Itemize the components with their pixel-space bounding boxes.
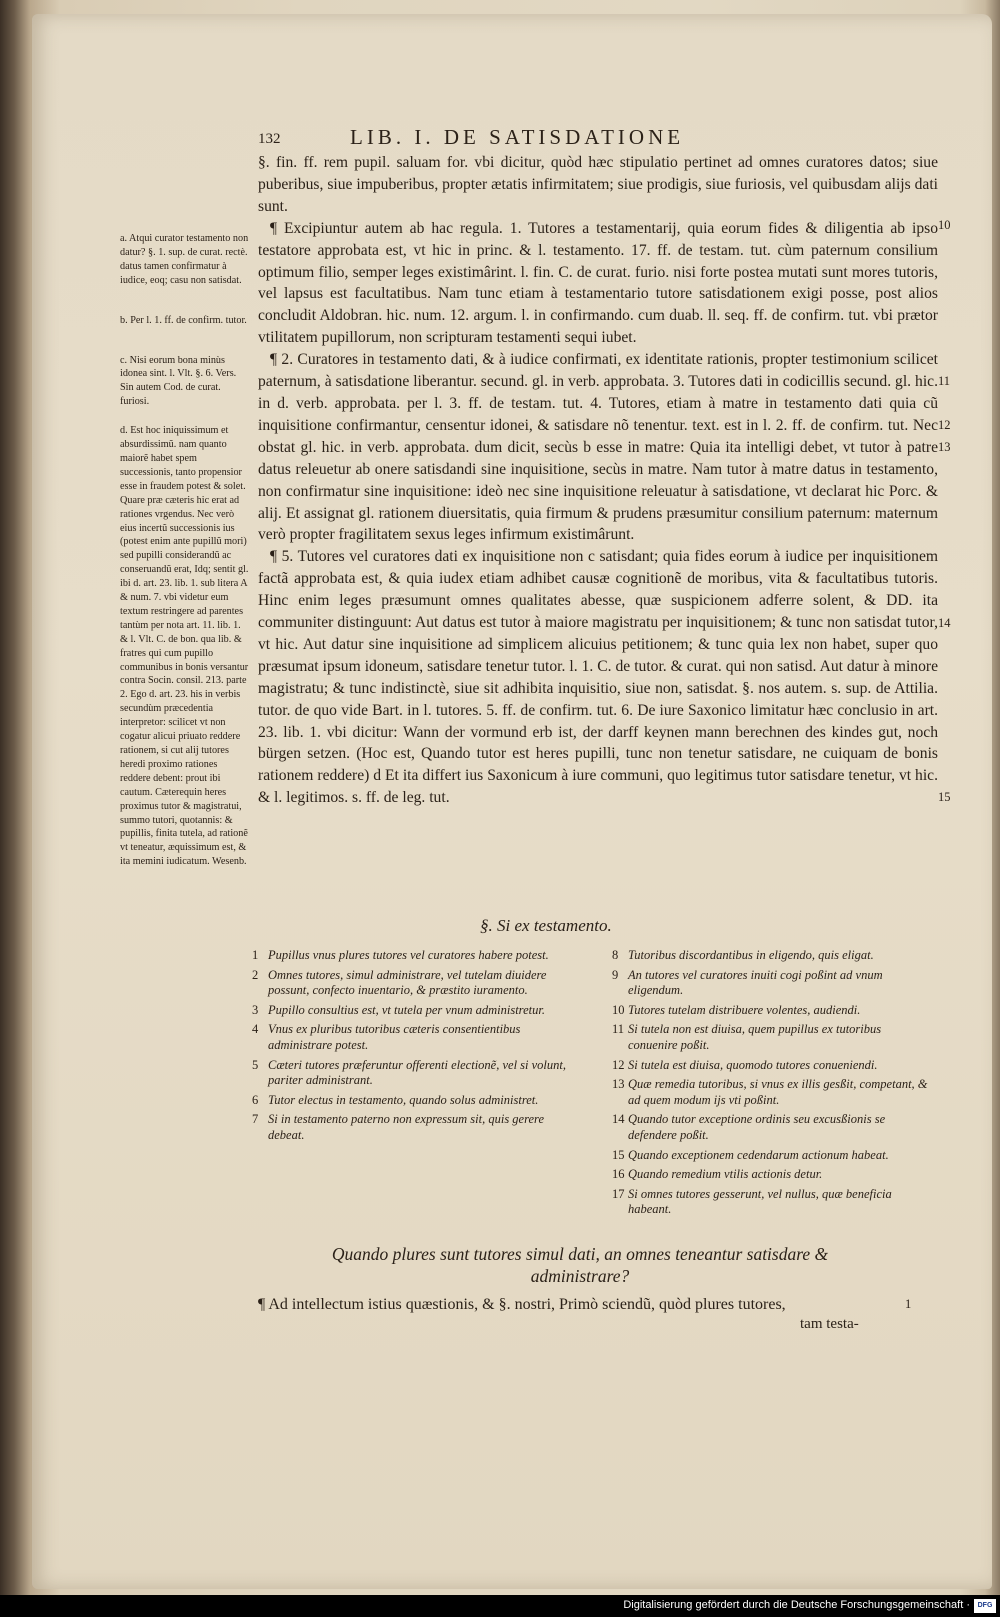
summary-text: Pupillo consultius est, vt tutela per vnum administretur. [268,1002,545,1017]
margin-note-c: c. Nisi eorum bona minùs idonea sint. l. Vlt. §. 6. Vers. Sin autem Cod. de curat. furiosi. [120,354,237,408]
summary-text: Quæ remedia tutoribus, si vnus ex illis gesßit, competant, & ad quem modum ijs vti poßint. [628,1077,928,1107]
summary-list [252,948,932,1222]
margin-note-a: a. Atqui curator testamento non datur? §. 1. sup. de curat. rectè. datus tamen confirmatur à iudice, eoq; casu non satisdat. [120,233,249,286]
summary-number: 17 [612,1186,625,1201]
summary-number: 5 [252,1057,259,1072]
summary-item [252,1058,572,1089]
summary-item [612,948,932,964]
summary-number: 2 [252,967,259,982]
summary-column-right [612,948,932,1222]
paragraph: §. fin. ff. rem pupil. saluam for. vbi dicitur, quòd hæc stipulatio pertinet ad omnes curatores datos; siue puberibus, siue impuberibus, propter ætatis infirmitatem; siue prodigis, siue furiosis, vel quibusdam alijs dati sunt. [258,154,938,215]
summary-text: Pupillus vnus plures tutores vel curatores habere potest. [268,948,549,962]
margin-note-d: d. Est hoc iniquissimum et absurdissimũ. nam quanto maiorẽ habet spem successionis, tanto propensior esse in fraudem potest & solet. Quare præ cæteris hic erat ad rationes vrgendus. Nec verò eius incertũ successionis ius (potest enim ante pupillũ mori) sed pupilli considerandũ ac conseruandũ erat, Idq; sentit gl. ibi d. art. 23. lib. 1. sub litera A & num. 7. vbi videtur eum textum restringere ad parentes tantùm per nota art. 11. lib. 1. & l. Vlt. C. de bon. qua lib. & fratres qui cum pupillo communibus in bonis versantur contra Socin. consil. 213. parte 2. Ego d. art. 23. his in verbis secundùm præcedentia interpretor: scilicet vt non cogatur alicui priuato reddere rationem, si cut alij tutores heredi proximo rationes reddere debent: prout ibi cautum. Cæterequin heres proximus tutor & magistratui, summo tutori, quotannis: & pupillis, finita tutela, ad rationẽ vt teneatur, æquissimum est, & ita memini iudicatum. Wesenb. [120,425,249,868]
summary-number: 14 [612,1112,625,1127]
summary-item [612,968,932,999]
summary-number: 4 [252,1022,259,1037]
summary-text: Si tutela non est diuisa, quem pupillus ex tutoribus conuenire poßit. [628,1022,882,1052]
page-header [258,125,818,155]
summary-text: Tutoribus discordantibus in eligendo, quis eligat. [628,948,874,962]
summary-item [252,1003,572,1019]
summary-text: An tutores vel curatores inuiti cogi poßint ad vnum eligendum. [628,967,883,998]
summary-text: Tutores tutelam distribuere volentes, audiendi. [628,1002,861,1017]
summary-number: 8 [612,948,619,962]
summary-text: Quando exceptionem cedendarum actionum habeat. [628,1147,889,1162]
summary-text: Cæteri tutores præferuntur offerenti electionẽ, vel si volunt, pariter administrant. [268,1057,566,1088]
main-text [258,152,938,809]
summary-item [612,1187,932,1218]
marginal-number: 10 [938,218,951,232]
summary-text: Quando tutor exceptione ordinis seu excusßionis se defendere poßit. [628,1112,886,1142]
summary-item [612,1167,932,1183]
final-paragraph: ¶ Ad intellectum istius quæstionis, & §. nostri, Primò sciendũ, quòd plures tutores, [258,1296,786,1313]
page-number: 132 [258,131,281,147]
summary-text: Si in testamento paterno non expressum sit, quis gerere debeat. [268,1112,545,1142]
margin-note-b: b. Per l. 1. ff. de confirm. tutor. [120,314,247,326]
section-heading: §. Si ex testamento. [480,916,612,935]
summary-number: 12 [612,1057,625,1072]
running-title: LIB. I. DE SATISDATIONE [350,125,685,149]
paragraph: ¶ 2. Curatores in testamento dati, & à iudice confirmati, ex identitate rationis, propter testimonium scilicet paternum, à satisdatione liberantur. secund. gl. in verb. approbata. 3. Tutores dati in codicillis secund. gl. hic. in d. verb. approbata. per l. 3. ff. de testam. tut. 4. Tutores, etiam à matre in testamento dati quia cũ inquisitione confirmantur, censentur idonei, & satisdare nõ tenentur. text. est in l. 2. ff. de confirm. tut. Nec obstat gl. hic. in verb. approbata. dum dicit, secùs b esse in matre: Quia ita intelligi debet, vt tutor à patre datus releuetur ab onere satisdandi sine inquisitione, secùs in matre. Nam tutor à matre datus in testamento, non confirmatur sine inquisitione: ideò nec sine inquisitione releuatur à satisdatione, vt declarat hic Porc. & alij. Et assignat gl. rationem diuersitatis, quia firmum & prudens præsumitur consilium paternum: maternum verò propter fragilitatem sexus leges infirmum existimârunt. [258,351,938,544]
marginal-number: 13 [938,440,951,454]
marginal-number: 11 [938,374,951,388]
paragraph: ¶ Excipiuntur autem ab hac regula. 1. Tutores a testamentarij, quia eorum fides & diligentia ab ipso testatore approbata est, vt hic in princ. & l. testamento. 17. ff. de testam. tut. cùm paternum consilium optimum filio, semper leges existimârint. l. fin. C. de curat. furio. nisi forte postea mutati sunt mores tutoris, vel lapsus est facultatibus. Nam tunc etiam à testamentario tutore satisdationem exigi posse, post alios concludit Aldobran. hic. num. 12. argum. l. in confirmando. cum duab. ll. seq. ff. de confirm. tut. vbi prætor vtilitatem pupillorum, non scripturam testamenti sequi iubet. [258,219,938,347]
catchword: tam testa- [800,1316,859,1332]
summary-number: 9 [612,967,619,982]
digitization-credit: Digitalisierung gefördert durch die Deutsche Forschungsgemeinschaft · [623,1599,970,1611]
dfg-logo: DFG [974,1599,996,1613]
summary-text: Omnes tutores, simul administrare, vel tutelam diuidere possunt, confecto inuentario, & præstito iuramento. [268,967,547,998]
summary-number: 3 [252,1002,259,1017]
summary-item [252,968,572,999]
summary-item [612,1058,932,1074]
footer-bar [0,1595,1000,1617]
summary-number: 11 [612,1022,625,1037]
summary-number: 1 [252,948,259,962]
summary-item [252,948,572,964]
paragraph: ¶ 5. Tutores vel curatores dati ex inquisitione non c satisdant; quia fides eorum à iudice per inquisitionem factã approbata est, & quia iudex etiam adhibet causæ cognitionẽ de moribus, vita & facultatibus tutoris. Hinc enim leges præsumunt omnes qualitates abesse, quæ suspicionem adferre solent, & DD. ita communiter distinguunt: Aut datus est tutor à maiore magistratu per inquisitionem; & tunc non satisdat tutor, vt hic. Aut datur sine inquisitione ad simplicem alicuius petitionem; & tunc quia lex non habet, super quo præsumat ipsum idoneum, satisdare tenetur tutor. l. 1. C. de tutor. & curat. qui non satisd. Aut datur à minore magistratu; & tunc indistinctè, siue sit adhibita inquisitio, siue non, satisdat. §. nos autem. s. sup. de Attilia. tutor. de quo vide Bart. in l. tutores. 5. ff. de confirm. tut. 6. De iure Saxonico limitatur hæc conclusio in art. 23. lib. 1. vbi dicitur: Wann der vormund erb ist, der darff keynen mann berechnen des kindes gut, noch bürgen setzen. (Hoc est, Quando tutor est heres pupilli, tunc non tenetur satisdare, ne cuiquam de bonis rationem reddere) d Et ita differt ius Saxonicum à iure communi, quo legitimus tutor satisdare tenetur, vt hic. & l. legitimos. s. ff. de leg. tut. [258,548,938,807]
summary-number: 6 [252,1092,259,1107]
summary-text: Si omnes tutores gesserunt, vel nullus, quæ beneficia habeant. [628,1186,892,1217]
summary-text: Quando remedium vtilis actionis detur. [628,1167,823,1182]
margin-notes [120,232,250,884]
summary-item [252,1093,572,1109]
summary-item [612,1148,932,1164]
summary-text: Tutor electus in testamento, quando solus administret. [268,1092,539,1107]
summary-number: 16 [612,1167,625,1182]
summary-item [252,1022,572,1053]
summary-item [612,1077,932,1108]
summary-number: 10 [612,1002,625,1017]
summary-column-left [252,948,572,1222]
summary-item [252,1112,572,1143]
marginal-number: 15 [938,790,951,804]
marginal-number: 12 [938,418,951,432]
summary-number: 15 [612,1147,625,1162]
summary-number: 7 [252,1112,259,1127]
marginal-number: 1 [905,1297,912,1311]
question-heading: Quando plures sunt tutores simul dati, an omnes teneantur satisdare & administrare? [331,1244,829,1286]
summary-text: Vnus ex pluribus tutoribus cæteris consentientibus administrare potest. [268,1022,521,1052]
summary-item [612,1112,932,1143]
summary-item [612,1022,932,1053]
marginal-number: 14 [938,616,951,630]
summary-item [612,1003,932,1019]
summary-number: 13 [612,1077,625,1092]
summary-text: Si tutela est diuisa, quomodo tutores conueniendi. [628,1057,878,1072]
